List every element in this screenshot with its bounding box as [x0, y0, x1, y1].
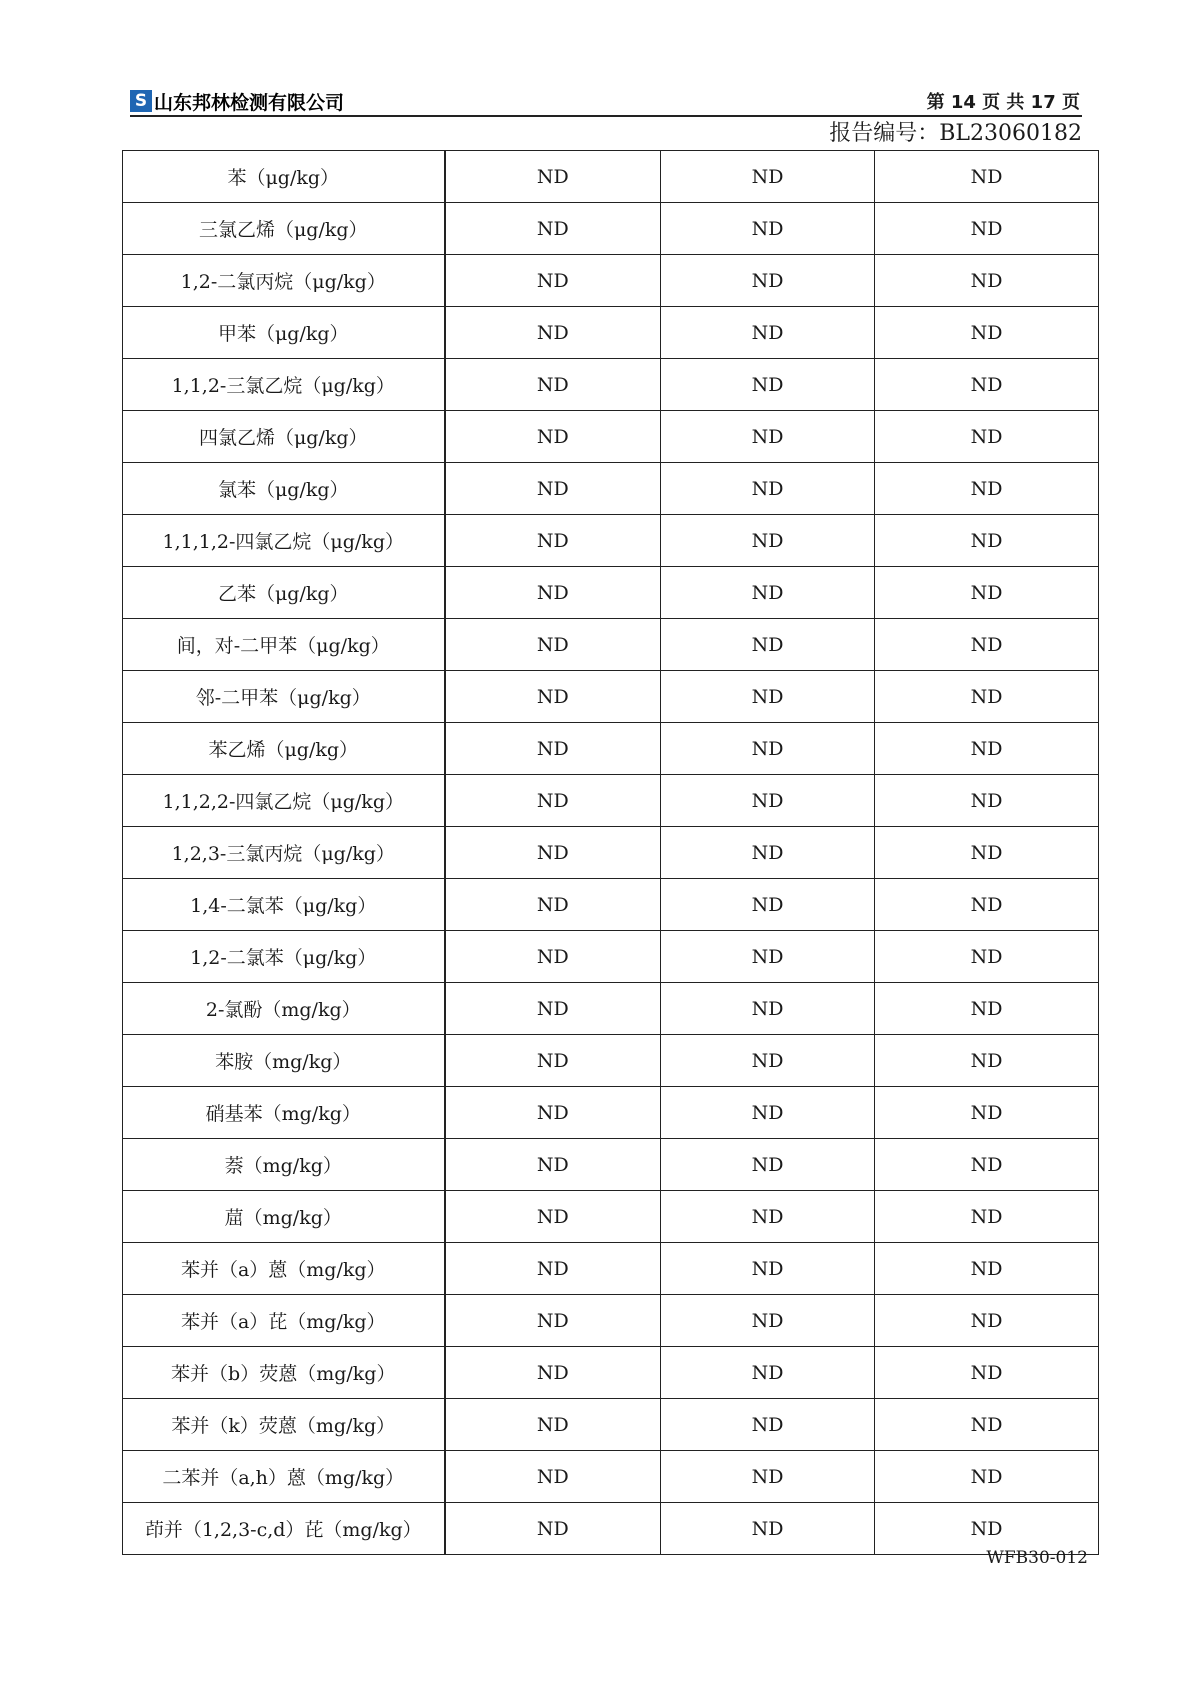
result-cell-3: ND — [875, 411, 1099, 463]
result-cell-1: ND — [445, 775, 661, 827]
result-cell-1: ND — [445, 203, 661, 255]
test-item-cell: 1,4-二氯苯（μg/kg） — [123, 879, 445, 931]
results-table-body — [123, 151, 1099, 1555]
table-row — [123, 879, 1099, 931]
test-item-cell: 四氯乙烯（μg/kg） — [123, 411, 445, 463]
result-cell-2: ND — [661, 983, 875, 1035]
result-cell-2: ND — [661, 931, 875, 983]
company-logo-icon: S — [130, 90, 152, 112]
result-cell-2: ND — [661, 1087, 875, 1139]
test-item-cell: 2-氯酚（mg/kg） — [123, 983, 445, 1035]
result-cell-1: ND — [445, 879, 661, 931]
result-cell-1: ND — [445, 359, 661, 411]
result-cell-3: ND — [875, 931, 1099, 983]
table-row — [123, 723, 1099, 775]
result-cell-3: ND — [875, 1191, 1099, 1243]
table-row — [123, 1243, 1099, 1295]
result-cell-1: ND — [445, 619, 661, 671]
test-item-cell: 苯并（k）荧蒽（mg/kg） — [123, 1399, 445, 1451]
test-item-cell: 乙苯（μg/kg） — [123, 567, 445, 619]
result-cell-3: ND — [875, 879, 1099, 931]
result-cell-3: ND — [875, 1503, 1099, 1555]
page-number: 第 14 页 共 17 页 — [926, 92, 1080, 113]
table-row — [123, 463, 1099, 515]
table-row — [123, 515, 1099, 567]
test-item-cell: 1,1,1,2-四氯乙烷（μg/kg） — [123, 515, 445, 567]
table-row — [123, 307, 1099, 359]
test-item-cell: 二苯并（a,h）蒽（mg/kg） — [123, 1451, 445, 1503]
result-cell-1: ND — [445, 1347, 661, 1399]
result-cell-1: ND — [445, 671, 661, 723]
result-cell-3: ND — [875, 671, 1099, 723]
result-cell-2: ND — [661, 567, 875, 619]
result-cell-3: ND — [875, 1243, 1099, 1295]
table-row — [123, 1347, 1099, 1399]
result-cell-3: ND — [875, 463, 1099, 515]
result-cell-2: ND — [661, 411, 875, 463]
result-cell-1: ND — [445, 255, 661, 307]
result-cell-1: ND — [445, 463, 661, 515]
result-cell-2: ND — [661, 775, 875, 827]
result-cell-1: ND — [445, 1243, 661, 1295]
report-number: 报告编号：BL23060182 — [829, 121, 1082, 146]
page-header — [130, 86, 1080, 116]
table-row — [123, 1087, 1099, 1139]
table-row — [123, 1295, 1099, 1347]
result-cell-3: ND — [875, 1451, 1099, 1503]
result-cell-1: ND — [445, 307, 661, 359]
result-cell-1: ND — [445, 827, 661, 879]
result-cell-2: ND — [661, 879, 875, 931]
table-row — [123, 983, 1099, 1035]
test-item-cell: 萘（mg/kg） — [123, 1139, 445, 1191]
table-row — [123, 359, 1099, 411]
table-row — [123, 1399, 1099, 1451]
test-item-cell: 苯胺（mg/kg） — [123, 1035, 445, 1087]
result-cell-2: ND — [661, 463, 875, 515]
result-cell-2: ND — [661, 359, 875, 411]
form-code: WFB30-012 — [986, 1548, 1088, 1568]
result-cell-3: ND — [875, 151, 1099, 203]
result-cell-2: ND — [661, 1191, 875, 1243]
result-cell-3: ND — [875, 1035, 1099, 1087]
result-cell-1: ND — [445, 1139, 661, 1191]
result-cell-2: ND — [661, 1035, 875, 1087]
table-row — [123, 1451, 1099, 1503]
result-cell-1: ND — [445, 1087, 661, 1139]
table-row — [123, 1503, 1099, 1555]
result-cell-2: ND — [661, 1139, 875, 1191]
result-cell-1: ND — [445, 567, 661, 619]
table-row — [123, 203, 1099, 255]
result-cell-2: ND — [661, 671, 875, 723]
test-item-cell: 苯并（a）芘（mg/kg） — [123, 1295, 445, 1347]
table-row — [123, 151, 1099, 203]
result-cell-3: ND — [875, 359, 1099, 411]
result-cell-3: ND — [875, 1139, 1099, 1191]
result-cell-1: ND — [445, 151, 661, 203]
test-item-cell: 1,1,2-三氯乙烷（μg/kg） — [123, 359, 445, 411]
test-item-cell: 三氯乙烯（μg/kg） — [123, 203, 445, 255]
result-cell-2: ND — [661, 255, 875, 307]
result-cell-3: ND — [875, 723, 1099, 775]
result-cell-2: ND — [661, 1347, 875, 1399]
result-cell-3: ND — [875, 775, 1099, 827]
result-cell-3: ND — [875, 983, 1099, 1035]
result-cell-2: ND — [661, 1243, 875, 1295]
table-row — [123, 775, 1099, 827]
result-cell-3: ND — [875, 827, 1099, 879]
results-table — [122, 150, 1099, 1555]
test-item-cell: 苯并（b）荧蒽（mg/kg） — [123, 1347, 445, 1399]
result-cell-3: ND — [875, 307, 1099, 359]
test-item-cell: 1,2-二氯苯（μg/kg） — [123, 931, 445, 983]
test-item-cell: 邻-二甲苯（μg/kg） — [123, 671, 445, 723]
test-item-cell: 䓛（mg/kg） — [123, 1191, 445, 1243]
result-cell-3: ND — [875, 1295, 1099, 1347]
test-item-cell: 1,2-二氯丙烷（μg/kg） — [123, 255, 445, 307]
result-cell-3: ND — [875, 203, 1099, 255]
test-item-cell: 甲苯（μg/kg） — [123, 307, 445, 359]
result-cell-1: ND — [445, 411, 661, 463]
result-cell-2: ND — [661, 1295, 875, 1347]
table-row — [123, 567, 1099, 619]
result-cell-3: ND — [875, 619, 1099, 671]
result-cell-3: ND — [875, 567, 1099, 619]
test-item-cell: 苯乙烯（μg/kg） — [123, 723, 445, 775]
result-cell-1: ND — [445, 1399, 661, 1451]
table-row — [123, 827, 1099, 879]
result-cell-1: ND — [445, 1035, 661, 1087]
result-cell-2: ND — [661, 151, 875, 203]
test-item-cell: 硝基苯（mg/kg） — [123, 1087, 445, 1139]
table-row — [123, 1035, 1099, 1087]
result-cell-3: ND — [875, 515, 1099, 567]
result-cell-3: ND — [875, 1399, 1099, 1451]
result-cell-2: ND — [661, 515, 875, 567]
result-cell-3: ND — [875, 1087, 1099, 1139]
test-item-cell: 苯（μg/kg） — [123, 151, 445, 203]
result-cell-1: ND — [445, 1451, 661, 1503]
result-cell-1: ND — [445, 723, 661, 775]
test-item-cell: 1,2,3-三氯丙烷（μg/kg） — [123, 827, 445, 879]
table-row — [123, 1139, 1099, 1191]
table-row — [123, 255, 1099, 307]
result-cell-2: ND — [661, 827, 875, 879]
table-row — [123, 671, 1099, 723]
result-cell-2: ND — [661, 1451, 875, 1503]
result-cell-2: ND — [661, 723, 875, 775]
result-cell-2: ND — [661, 1503, 875, 1555]
result-cell-1: ND — [445, 1191, 661, 1243]
result-cell-3: ND — [875, 255, 1099, 307]
table-row — [123, 1191, 1099, 1243]
test-item-cell: 茚并（1,2,3-c,d）芘（mg/kg） — [123, 1503, 445, 1555]
result-cell-1: ND — [445, 1295, 661, 1347]
result-cell-1: ND — [445, 1503, 661, 1555]
result-cell-3: ND — [875, 1347, 1099, 1399]
table-row — [123, 411, 1099, 463]
table-row — [123, 619, 1099, 671]
result-cell-1: ND — [445, 983, 661, 1035]
test-item-cell: 苯并（a）蒽（mg/kg） — [123, 1243, 445, 1295]
test-item-cell: 间，对-二甲苯（μg/kg） — [123, 619, 445, 671]
result-cell-2: ND — [661, 1399, 875, 1451]
result-cell-2: ND — [661, 619, 875, 671]
result-cell-2: ND — [661, 203, 875, 255]
result-cell-2: ND — [661, 307, 875, 359]
result-cell-1: ND — [445, 931, 661, 983]
company-name: 山东邦林检测有限公司 — [154, 92, 345, 114]
test-item-cell: 氯苯（μg/kg） — [123, 463, 445, 515]
result-cell-1: ND — [445, 515, 661, 567]
test-item-cell: 1,1,2,2-四氯乙烷（μg/kg） — [123, 775, 445, 827]
table-row — [123, 931, 1099, 983]
